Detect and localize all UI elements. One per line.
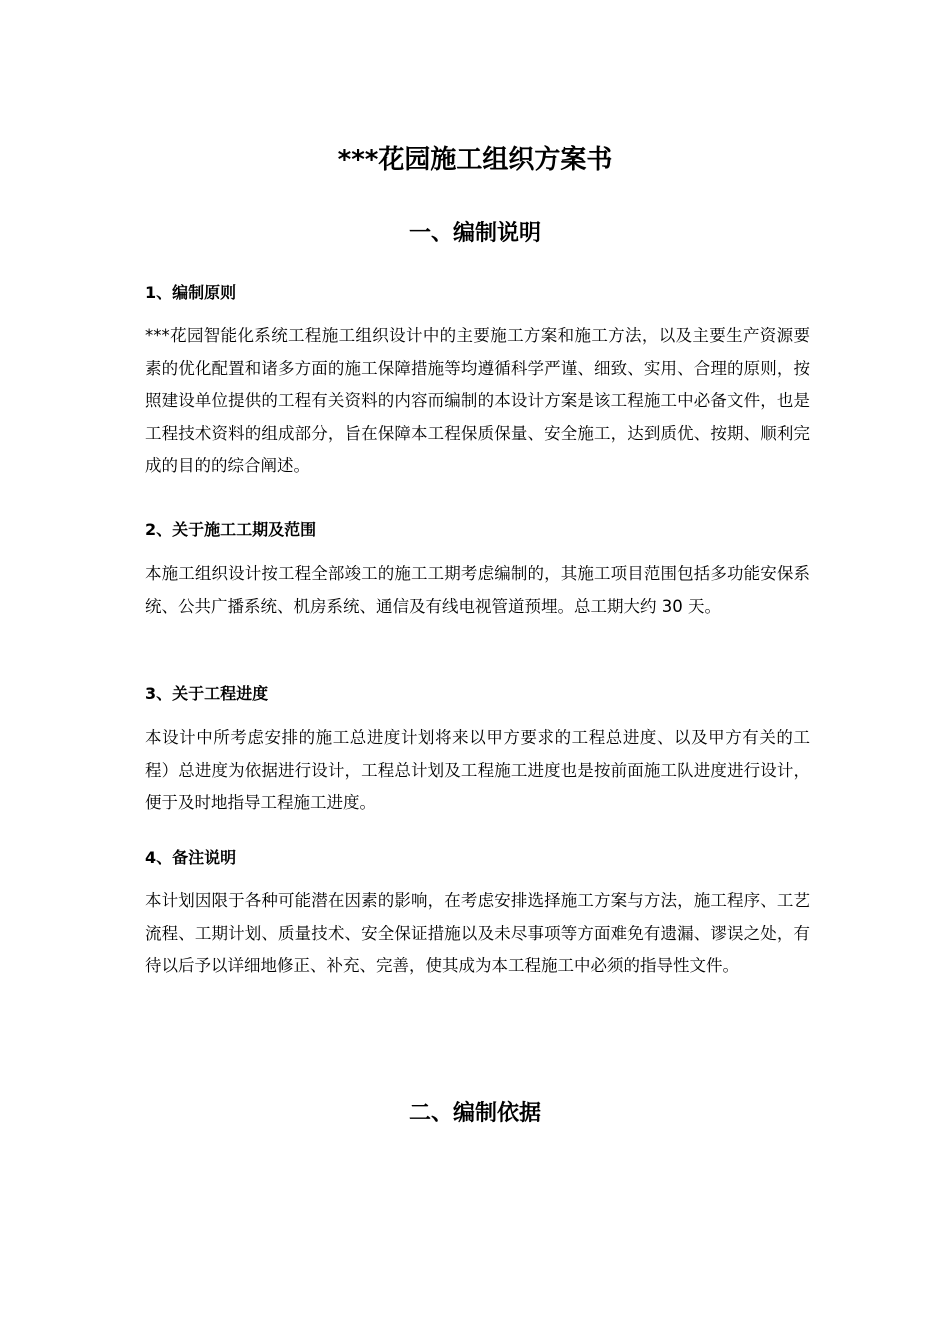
subsection-heading-principles: 1、编制原则 (145, 283, 237, 302)
paragraph-principles: ***花园智能化系统工程施工组织设计中的主要施工方案和施工方法，以及主要生产资源要素的优化配置和诸多方面的施工保障措施等均遵循科学严谨、细致、实用、合理的原则，按照建设单位提供的工程有关资料的内容而编制的本设计方案是该工程施工中必备文件，也是工程技术资料的组成部分，旨在保障本工程保质保量、安全施工，达到质优、按期、顺利完成的目的的综合阐述。 (145, 326, 810, 476)
subsection-heading-schedule-scope: 2、关于施工工期及范围 (145, 520, 317, 539)
subsection-heading-remarks: 4、备注说明 (145, 848, 237, 867)
paragraph-remarks: 本计划因限于各种可能潜在因素的影响，在考虑安排选择施工方案与方法，施工程序、工艺流程、工期计划、质量技术、安全保证措施以及未尽事项等方面难免有遗漏、谬误之处，有待以后予以详细地修正、补充、完善，使其成为本工程施工中必须的指导性文件。 (145, 891, 810, 976)
paragraph-schedule-scope: 本施工组织设计按工程全部竣工的施工工期考虑编制的，其施工项目范围包括多功能安保系统、公共广播系统、机房系统、通信及有线电视管道预埋。总工期大约 30 天。 (145, 564, 810, 616)
section-heading-compilation-notes: 一、编制说明 (408, 221, 541, 246)
subsection-heading-progress: 3、关于工程进度 (145, 684, 269, 703)
document-title: ***花园施工组织方案书 (337, 145, 613, 175)
paragraph-progress: 本设计中所考虑安排的施工总进度计划将来以甲方要求的工程总进度、以及甲方有关的工程）总进度为依据进行设计，工程总计划及工程施工进度也是按前面施工队进度进行设计，便于及时地指导工程施工进度。 (145, 728, 810, 813)
section-heading-compilation-basis: 二、编制依据 (408, 1101, 541, 1126)
